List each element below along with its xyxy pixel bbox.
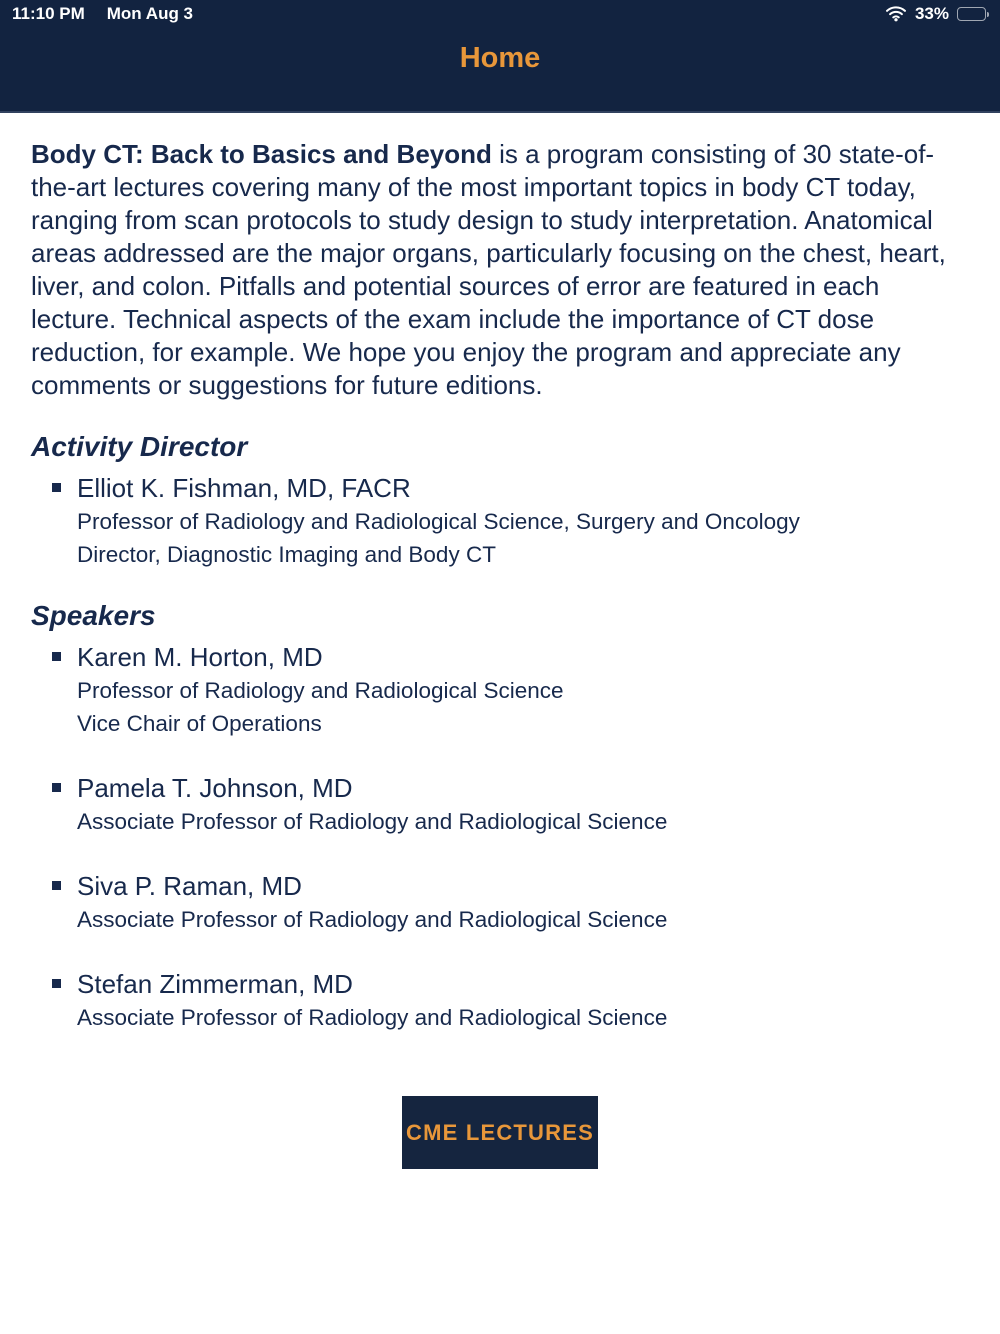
list-item — [31, 770, 969, 838]
list-item — [31, 639, 969, 740]
speakers-heading: Speakers — [31, 600, 156, 631]
bullet-square-icon — [52, 483, 61, 492]
person-title: Vice Chair of Operations — [77, 711, 322, 736]
person-title: Associate Professor of Radiology and Radiological Science — [77, 1005, 668, 1030]
status-bar — [0, 0, 1000, 27]
person-title: Associate Professor of Radiology and Radiological Science — [77, 907, 668, 932]
page-title: Home — [459, 42, 541, 74]
bullet-square-icon — [52, 881, 61, 890]
person-name: Siva P. Raman, MD — [77, 870, 302, 901]
program-description — [31, 138, 969, 402]
battery-icon — [957, 7, 986, 21]
person-name: Karen M. Horton, MD — [77, 641, 323, 672]
list-item — [31, 966, 969, 1034]
program-title-bold: Body CT: Back to Basics and Beyond — [31, 139, 492, 169]
top-chrome — [0, 0, 1000, 113]
status-date: Mon Aug 3 — [106, 3, 194, 23]
wifi-icon — [885, 5, 907, 22]
person-title: Director, Diagnostic Imaging and Body CT — [77, 542, 496, 567]
person-title: Professor of Radiology and Radiological Science, Surgery and Oncology — [77, 509, 800, 534]
person-name: Pamela T. Johnson, MD — [77, 772, 353, 803]
nav-bar — [0, 27, 1000, 111]
person-name: Stefan Zimmerman, MD — [77, 968, 353, 999]
bullet-square-icon — [52, 979, 61, 988]
cta-row — [31, 1096, 969, 1169]
program-description-text: is a program consisting of 30 state-of-the-art lectures covering many of the most important topics in body CT today, ranging from scan protocols to study design to study interpretation. Anatomical areas addressed are the major organs, particularly focusing on the chest, heart, liver, and colon. Pitfalls and potential sources of error are featured in each lecture. Technical aspects of the exam include the importance of CT dose reduction, for example. We hope you enjoy the program and appreciate any comments or suggestions for future editions. — [31, 139, 946, 400]
person-name: Elliot K. Fishman, MD, FACR — [77, 472, 411, 503]
list-item — [31, 470, 969, 571]
cme-lectures-button[interactable]: CME LECTURES — [402, 1096, 598, 1169]
person-title: Associate Professor of Radiology and Radiological Science — [77, 809, 668, 834]
main-content — [0, 113, 1000, 1169]
battery-percent: 33% — [914, 3, 949, 23]
status-time: 11:10 PM — [12, 3, 85, 23]
person-title: Professor of Radiology and Radiological Science — [77, 678, 564, 703]
bullet-square-icon — [52, 652, 61, 661]
battery-nub — [987, 12, 990, 17]
bullet-square-icon — [52, 783, 61, 792]
list-item — [31, 868, 969, 936]
activity-director-heading: Activity Director — [31, 431, 248, 462]
